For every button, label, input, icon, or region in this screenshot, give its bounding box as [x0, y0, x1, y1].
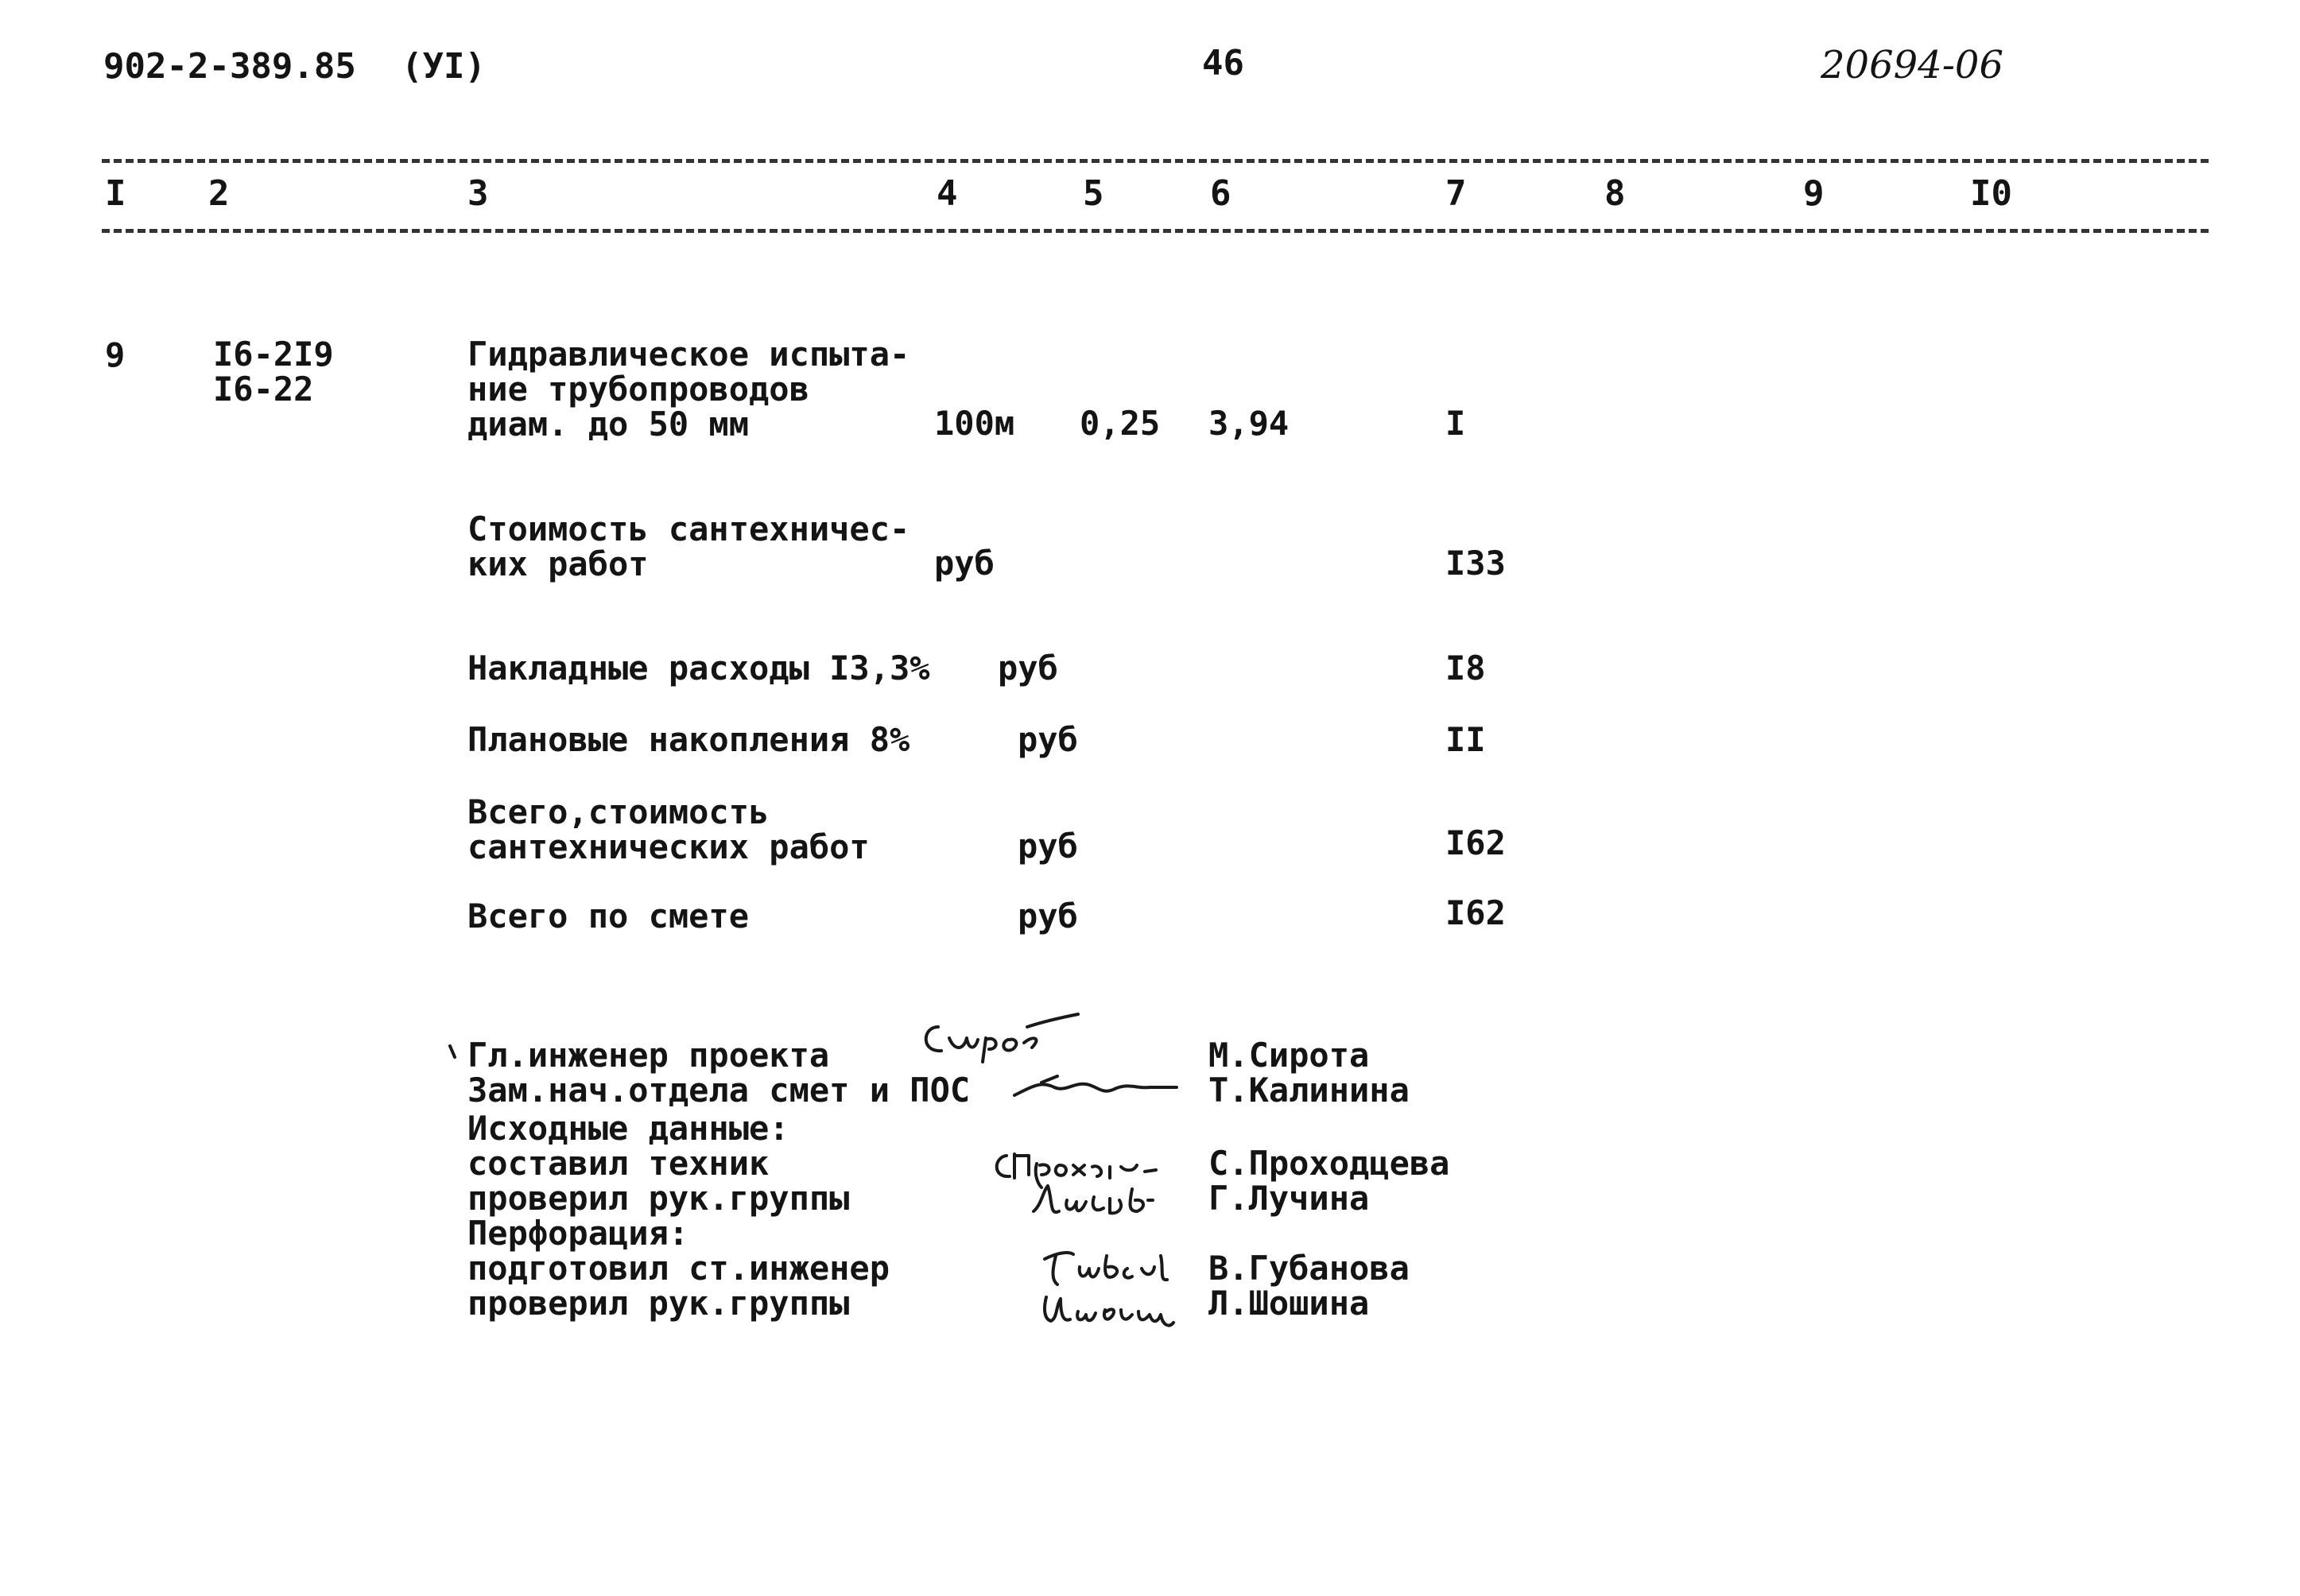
signature-name-5: Г.Лучина: [1208, 1179, 1370, 1218]
handwritten-signature-group-lead-2: [1034, 1288, 1193, 1332]
handwritten-signature-group-lead-1: [1018, 1176, 1177, 1224]
row-number: 9: [105, 335, 126, 374]
column-header-top-rule: [102, 159, 2209, 163]
row-code-2: I6-22: [213, 370, 314, 409]
margin-tick-mark: [445, 1043, 461, 1062]
column-number-2: 2: [208, 173, 230, 214]
section-mark: (УI): [401, 46, 486, 87]
summary-label-total-line-1: Всего,стоимость: [467, 792, 770, 831]
summary-unit-estimate: руб: [1018, 897, 1078, 936]
summary-label-works-line-1: Стоимость сантехничес-: [467, 509, 910, 548]
summary-label-total-line-2: сантехнических работ: [467, 827, 870, 866]
handwritten-signature-senior-engineer: [1034, 1245, 1193, 1292]
column-number-10: I0: [1970, 173, 2012, 214]
row-price: 3,94: [1208, 404, 1290, 443]
summary-label-planned: Плановые накопления 8%: [467, 720, 910, 759]
summary-unit-works: руб: [934, 544, 995, 583]
column-number-5: 5: [1083, 173, 1104, 214]
summary-value-overhead: I8: [1445, 649, 1486, 688]
row-unit: 100м: [934, 404, 1015, 443]
column-number-6: 6: [1210, 173, 1231, 214]
summary-value-works: I33: [1445, 544, 1506, 583]
summary-label-estimate: Всего по смете: [467, 897, 750, 936]
signature-name-8: Л.Шошина: [1208, 1284, 1370, 1323]
column-number-8: 8: [1604, 173, 1626, 214]
summary-unit-overhead: руб: [998, 649, 1058, 688]
signature-role-5: проверил рук.группы: [467, 1179, 850, 1218]
row-description-line-3: диам. до 50 мм: [467, 405, 750, 444]
handwritten-signature-deputy-head: [1010, 1067, 1185, 1106]
signature-role-8: проверил рук.группы: [467, 1284, 850, 1323]
signature-role-3: Исходные данные:: [467, 1109, 789, 1148]
signature-role-6: Перфорация:: [467, 1214, 689, 1253]
document-code: 902-2-389.85: [103, 46, 356, 87]
signature-name-2: Т.Калинина: [1208, 1071, 1410, 1110]
row-code-1: I6-2I9: [213, 335, 334, 374]
summary-label-works-line-2: ких работ: [467, 544, 649, 583]
row-description-line-2: ние трубопроводов: [467, 370, 809, 409]
handwritten-signature-chief-engineer: [914, 1003, 1097, 1067]
column-header-bottom-rule: [102, 229, 2209, 233]
signature-role-4: составил техник: [467, 1144, 770, 1183]
signature-name-1: М.Сирота: [1208, 1036, 1370, 1075]
summary-label-overhead: Накладные расходы I3,3%: [467, 649, 930, 688]
column-number-4: 4: [937, 173, 958, 214]
signature-role-2: Зам.нач.отдела смет и ПОС: [467, 1071, 971, 1110]
summary-unit-planned: руб: [1018, 720, 1078, 759]
signature-name-7: В.Губанова: [1208, 1249, 1410, 1288]
summary-unit-total: руб: [1018, 827, 1078, 866]
row-quantity: 0,25: [1080, 404, 1161, 443]
column-number-9: 9: [1803, 173, 1825, 214]
signature-name-4: С.Проходцева: [1208, 1144, 1450, 1183]
summary-value-planned: II: [1445, 720, 1486, 759]
column-number-1: I: [105, 173, 126, 214]
summary-value-estimate: I62: [1445, 893, 1506, 932]
column-number-3: 3: [467, 173, 489, 214]
signature-role-1: Гл.инженер проекта: [467, 1036, 830, 1075]
signature-role-7: подготовил ст.инженер: [467, 1249, 890, 1288]
row-description-line-1: Гидравлическое испыта-: [467, 335, 910, 374]
page-number: 46: [1202, 43, 1244, 83]
row-total: I: [1445, 404, 1466, 443]
summary-value-total: I62: [1445, 823, 1506, 862]
column-number-7: 7: [1445, 173, 1467, 214]
inventory-number: 20694-06: [1821, 43, 2003, 87]
